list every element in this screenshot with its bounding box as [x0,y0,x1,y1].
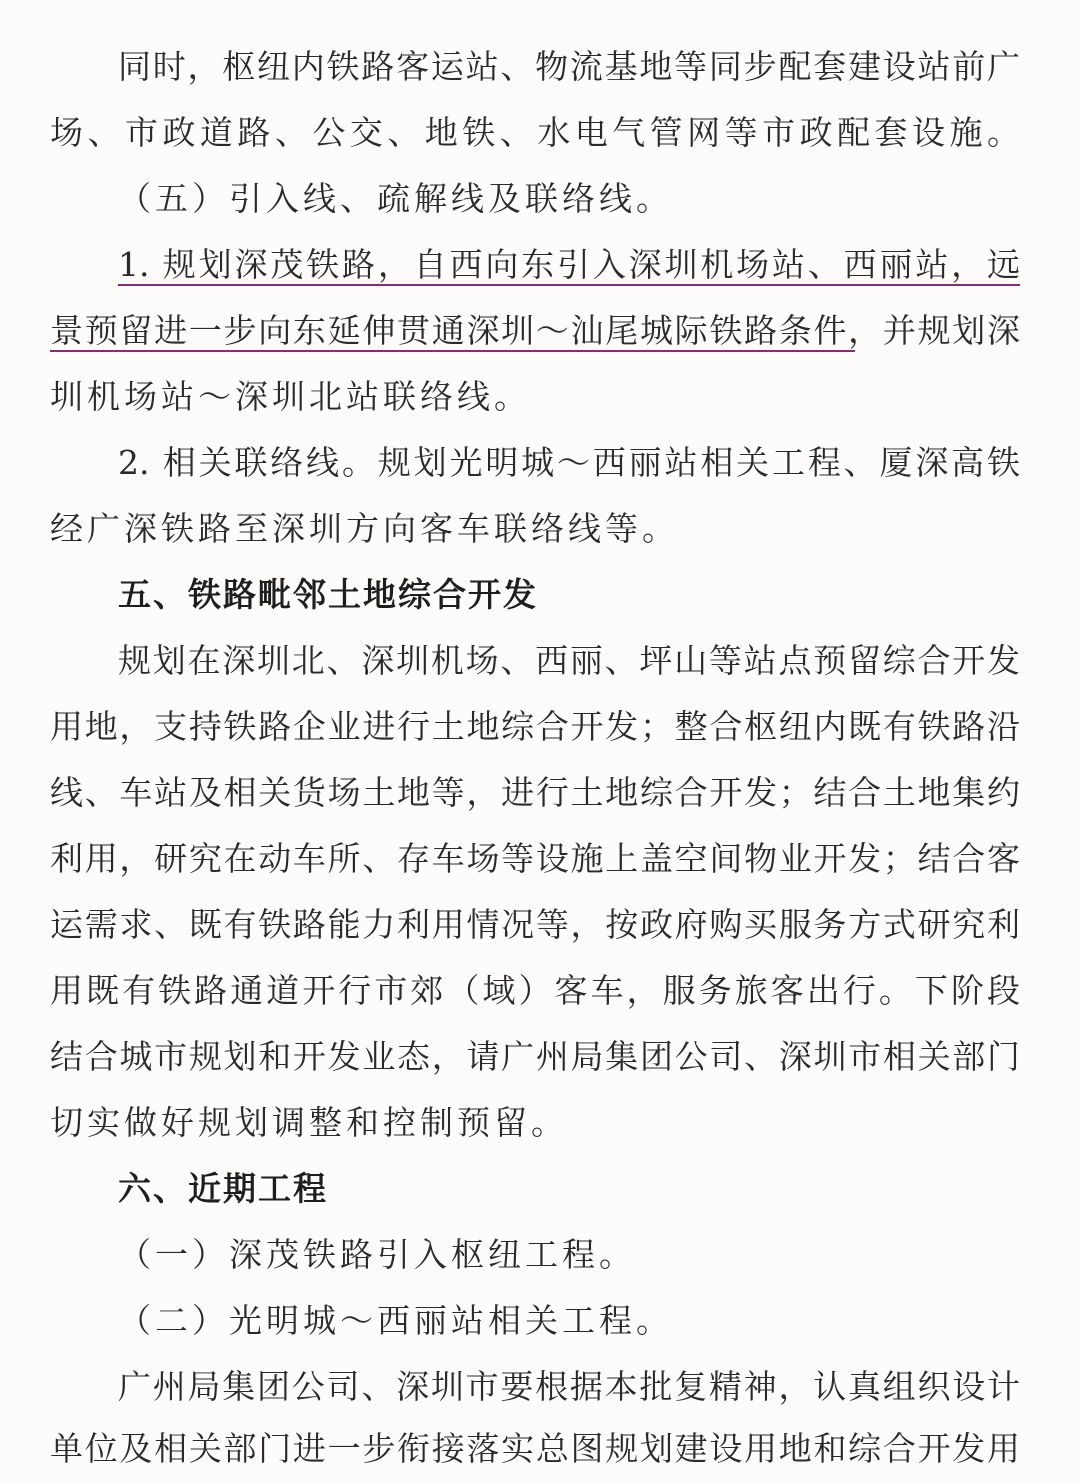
text-line-12: 线、车站及相关货场土地等，进行土地综合开发；结合土地集约 [50,773,1020,812]
text-line-13: 利用，研究在动车所、存车场等设施上盖空间物业开发；结合客 [50,839,1020,878]
text-line-2: 场、市政道路、公交、地铁、水电气管网等市政配套设施。 [50,113,1020,152]
section-heading-6: 六、近期工程 [118,1169,328,1208]
text-line-15: 用既有铁路通道开行市郊（域）客车，服务旅客出行。下阶段 [50,971,1020,1010]
project-item-1: （一）深茂铁路引入枢纽工程。 [118,1235,636,1274]
text-line-5: 景预留进一步向东延伸贯通深圳～汕尾城际铁路条件，并规划深 [50,311,1020,350]
section-heading-5: 五、铁路毗邻土地综合开发 [118,575,538,614]
text-line-16: 结合城市规划和开发业态，请广州局集团公司、深圳市相关部门 [50,1037,1020,1076]
text-line-10: 规划在深圳北、深圳机场、西丽、坪山等站点预留综合开发 [118,641,1020,680]
text-line-21: 广州局集团公司、深圳市要根据本批复精神，认真组织设计 [118,1367,1020,1406]
text-line-11: 用地，支持铁路企业进行土地综合开发；整合枢纽内既有铁路沿 [50,707,1020,746]
pen-underline-2 [50,350,855,352]
text-line-17: 切实做好规划调整和控制预留。 [50,1103,568,1142]
text-line-item-1: 1. 规划深茂铁路，自西向东引入深圳机场站、西丽站，远 [118,245,1020,284]
project-item-2: （二）光明城～西丽站相关工程。 [118,1301,673,1340]
text-line-14: 运需求、既有铁路能力利用情况等，按政府购买服务方式研究利 [50,905,1020,944]
text-line-6: 圳机场站～深圳北站联络线。 [50,377,531,416]
subsection-heading-5: （五）引入线、疏解线及联络线。 [118,179,673,218]
text-line-item-2: 2. 相关联络线。规划光明城～西丽站相关工程、厦深高铁 [118,443,1020,482]
text-line-1: 同时，枢纽内铁路客运站、物流基地等同步配套建设站前广 [118,47,1020,86]
text-line-8: 经广深铁路至深圳方向客车联络线等。 [50,509,679,548]
text-line-22: 单位及相关部门进一步衔接落实总图规划建设用地和综合开发用 [50,1429,1020,1468]
pen-underline-1 [118,284,1020,286]
